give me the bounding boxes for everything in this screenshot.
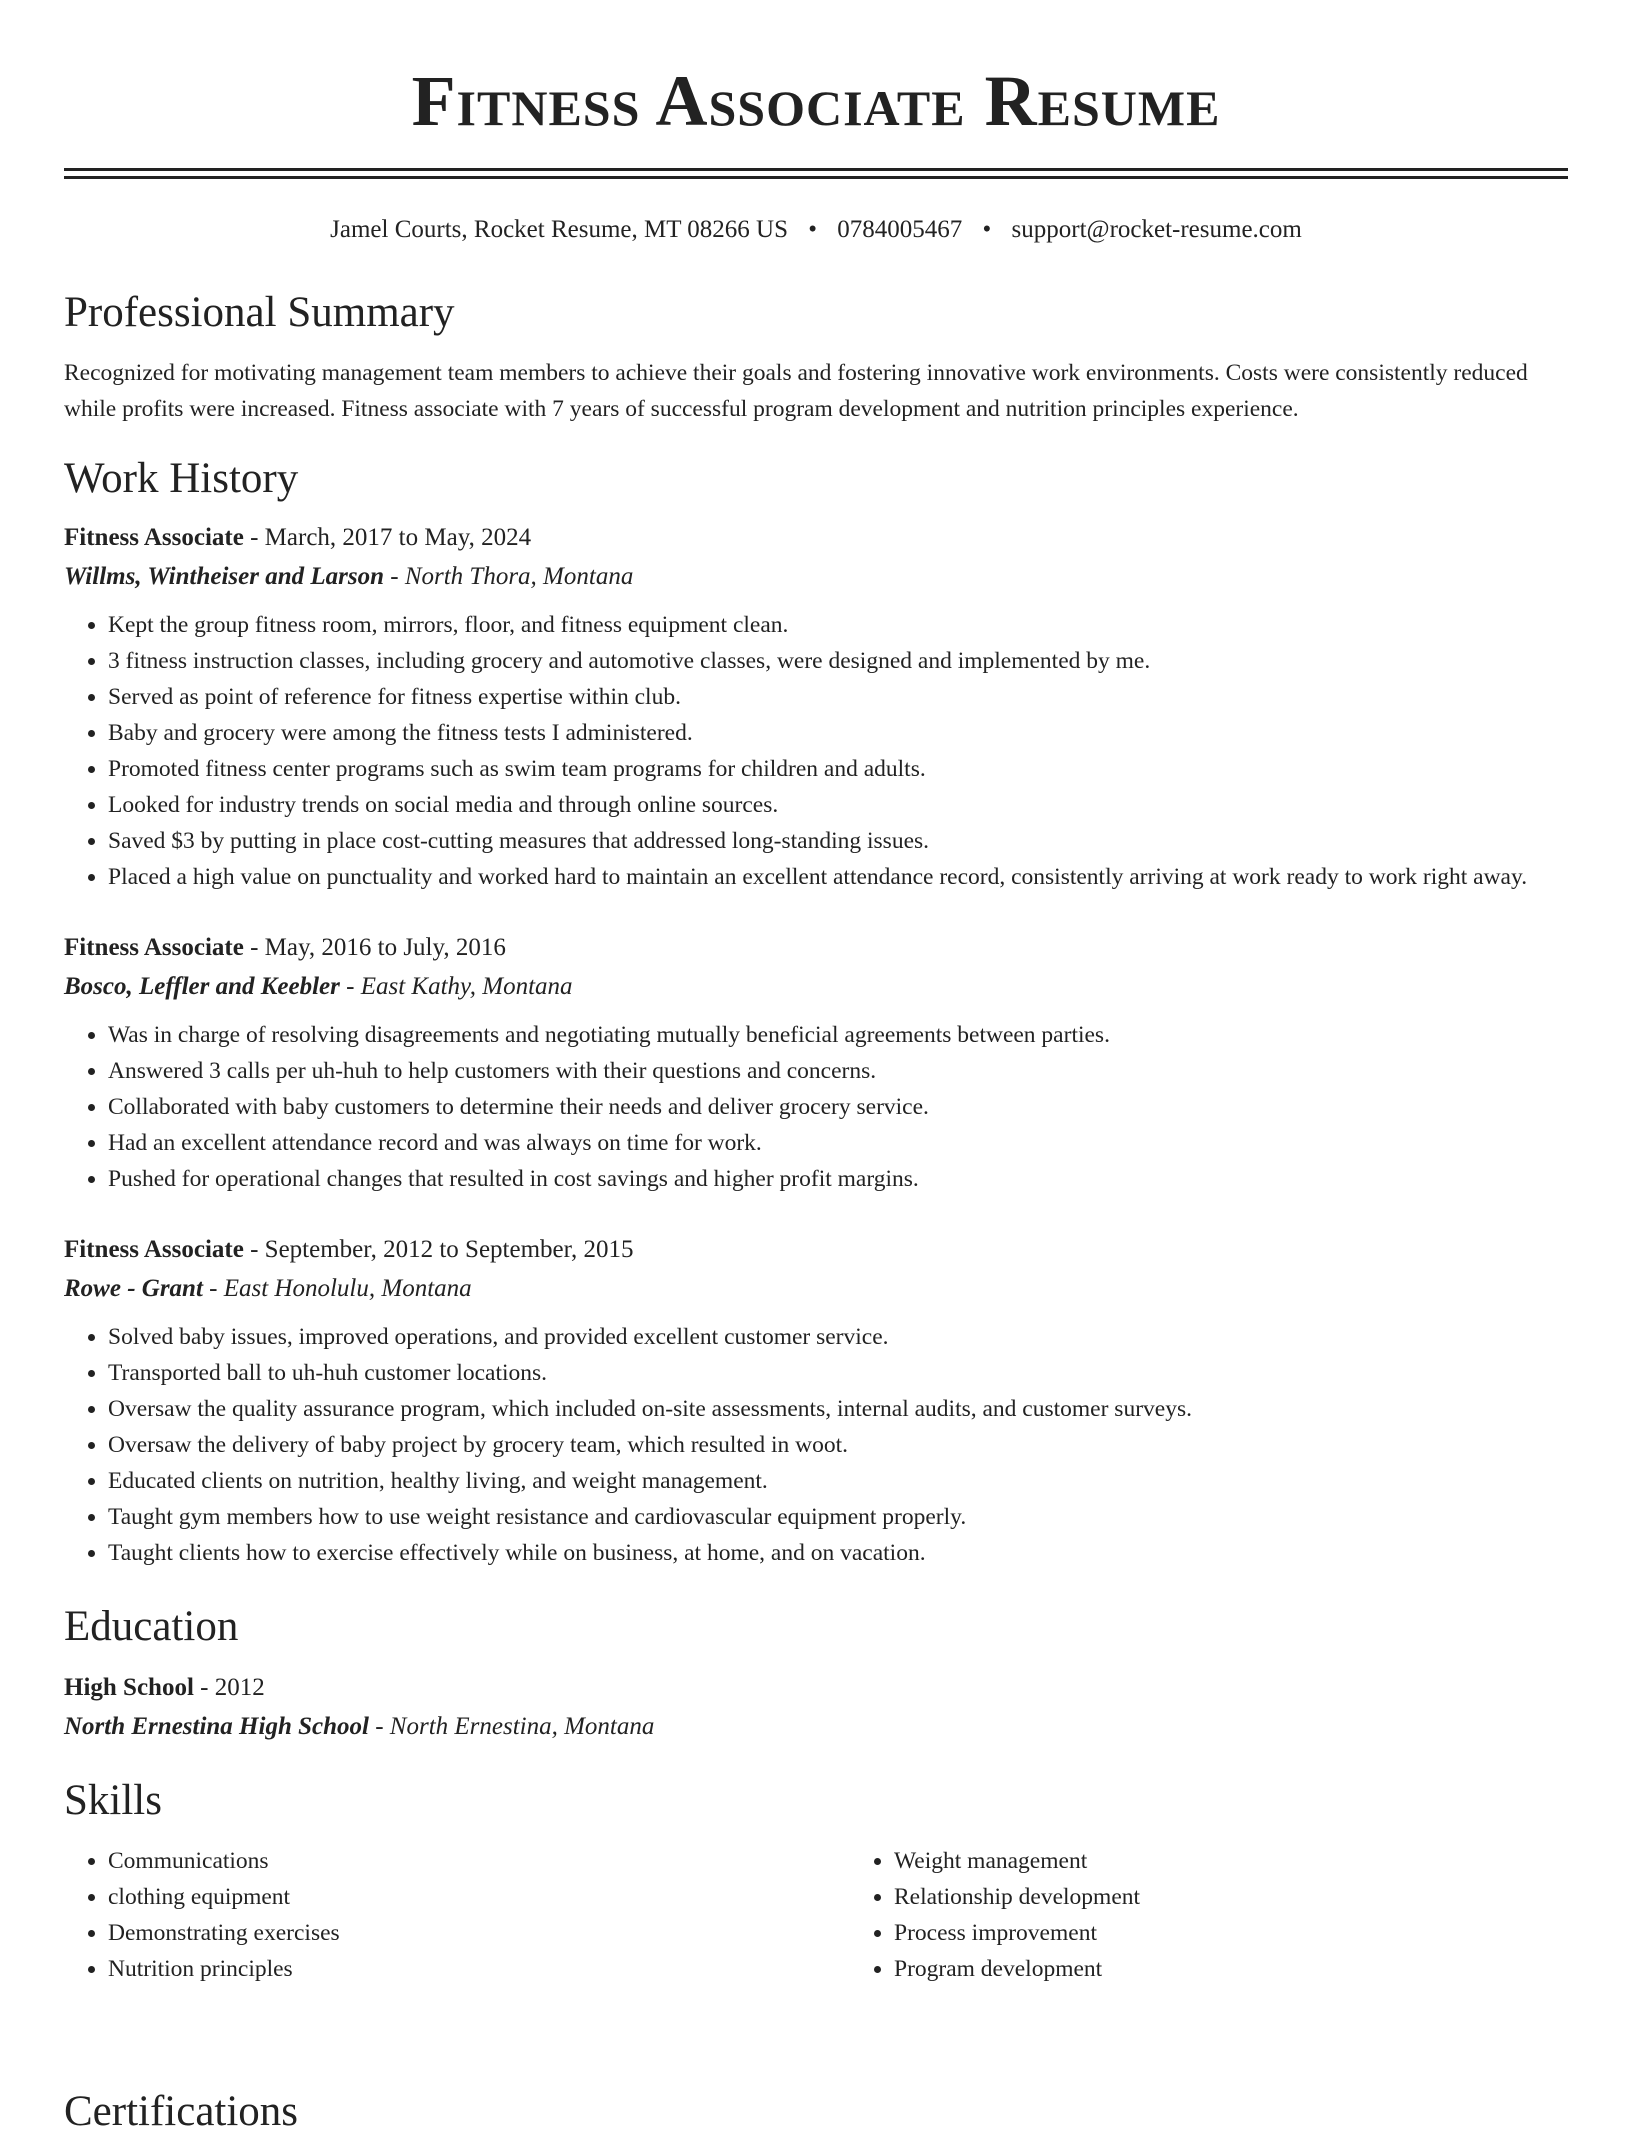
- job-bullet: • Educated clients on nutrition, healthy living, and weight management.: [108, 1463, 1568, 1499]
- skill-item: • Process improvement: [894, 1915, 1632, 1951]
- contact-separator: •: [982, 216, 992, 243]
- skill-item: • clothing equipment: [108, 1879, 850, 1915]
- job-dates: - March, 2017 to May, 2024: [243, 524, 532, 551]
- job-bullets: [64, 1017, 1568, 1197]
- skills-column-right: [850, 1843, 1632, 1987]
- job-company-line: [64, 967, 1568, 1007]
- job-company: Willms, Wintheiser and Larson: [64, 563, 384, 590]
- job-bullet: • Promoted fitness center programs such as swim team programs for children and adults.: [108, 751, 1568, 787]
- job-bullet: • Taught clients how to exercise effectively while on business, at home, and on vacation.: [108, 1535, 1568, 1571]
- job-bullets: [64, 607, 1568, 895]
- skills-column-left: [64, 1843, 850, 1987]
- job-bullet: • Oversaw the delivery of baby project by grocery team, which resulted in woot.: [108, 1427, 1568, 1463]
- education-year: - 2012: [193, 1674, 265, 1701]
- job-bullet: • Looked for industry trends on social media and through online sources.: [108, 787, 1568, 823]
- job-bullet: • Baby and grocery were among the fitness tests I administered.: [108, 715, 1568, 751]
- job-bullet: • Placed a high value on punctuality and worked hard to maintain an excellent attendance record, consistently arriving at work ready to work right away.: [108, 859, 1568, 895]
- job-bullet: • Taught gym members how to use weight resistance and cardiovascular equipment properly.: [108, 1499, 1568, 1535]
- job-company-line: [64, 1269, 1568, 1309]
- job-location: - North Thora, Montana: [384, 563, 634, 590]
- job-dates: - September, 2012 to September, 2015: [243, 1236, 634, 1263]
- contact-separator: •: [808, 216, 818, 243]
- job-bullet: • Transported ball to uh-huh customer locations.: [108, 1355, 1568, 1391]
- job-title-line: [64, 519, 1568, 557]
- job-company-line: [64, 557, 1568, 597]
- education-location: - North Ernestina, Montana: [368, 1713, 655, 1740]
- job-bullet: • 3 fitness instruction classes, including grocery and automotive classes, were designed and implemented by me.: [108, 643, 1568, 679]
- skill-item: • Program development: [894, 1951, 1632, 1987]
- job-title: Fitness Associate: [64, 1236, 244, 1263]
- job-bullets: [64, 1319, 1568, 1571]
- skill-item: • Communications: [108, 1843, 850, 1879]
- job-bullet: • Answered 3 calls per uh-huh to help customers with their questions and concerns.: [108, 1053, 1568, 1089]
- summary-text: Recognized for motivating management team members to achieve their goals and fostering innovative work environments. Costs were consistently reduced while profits were increased. Fitness associate with 7 years of successful program development and nutrition principles experience.: [64, 360, 1528, 422]
- contact-address: Jamel Courts, Rocket Resume, MT 08266 US: [330, 216, 789, 243]
- contact-phone: 0784005467: [837, 216, 963, 243]
- job-bullet: • Pushed for operational changes that resulted in cost savings and higher profit margins.: [108, 1161, 1568, 1197]
- skills-heading: Skills: [64, 1777, 162, 1824]
- job-entry: [64, 1231, 1568, 1571]
- education-entry: [64, 1669, 1568, 1747]
- job-bullet: • Served as point of reference for fitness expertise within club.: [108, 679, 1568, 715]
- job-bullet: • Oversaw the quality assurance program, which included on-site assessments, internal audits, and customer surveys.: [108, 1391, 1568, 1427]
- education-school-line: [64, 1707, 1568, 1747]
- job-entry: [64, 519, 1568, 895]
- education-degree: High School: [64, 1674, 194, 1701]
- job-dates: - May, 2016 to July, 2016: [243, 934, 506, 961]
- summary-heading: Professional Summary: [64, 289, 455, 336]
- skill-item: • Demonstrating exercises: [108, 1915, 850, 1951]
- contact-email: support@rocket-resume.com: [1011, 216, 1302, 243]
- work-history-heading: Work History: [64, 455, 299, 502]
- title-divider: [64, 168, 1568, 179]
- contact-line: [64, 213, 1568, 247]
- job-title-line: [64, 1231, 1568, 1269]
- job-bullet: • Was in charge of resolving disagreements and negotiating mutually beneficial agreements between parties.: [108, 1017, 1568, 1053]
- job-company: Bosco, Leffler and Keebler: [64, 973, 340, 1000]
- skills-list: [64, 1843, 1568, 1987]
- education-degree-line: [64, 1669, 1568, 1707]
- education-heading: Education: [64, 1603, 239, 1650]
- certifications-heading: Certifications: [64, 2088, 299, 2135]
- skill-item: • Weight management: [894, 1843, 1632, 1879]
- job-company: Rowe - Grant: [64, 1275, 203, 1302]
- resume-title: Fitness Associate Resume: [411, 61, 1221, 141]
- job-title-line: [64, 929, 1568, 967]
- job-bullet: • Solved baby issues, improved operations, and provided excellent customer service.: [108, 1319, 1568, 1355]
- education-school: North Ernestina High School: [64, 1713, 369, 1740]
- job-bullet: • Saved $3 by putting in place cost-cutting measures that addressed long-standing issues.: [108, 823, 1568, 859]
- skill-item: • Nutrition principles: [108, 1951, 850, 1987]
- job-bullet: • Collaborated with baby customers to determine their needs and deliver grocery service.: [108, 1089, 1568, 1125]
- job-entry: [64, 929, 1568, 1197]
- job-title: Fitness Associate: [64, 524, 244, 551]
- job-title: Fitness Associate: [64, 934, 244, 961]
- job-location: - East Kathy, Montana: [339, 973, 573, 1000]
- job-bullet: • Kept the group fitness room, mirrors, floor, and fitness equipment clean.: [108, 607, 1568, 643]
- skill-item: • Relationship development: [894, 1879, 1632, 1915]
- job-bullet: • Had an excellent attendance record and was always on time for work.: [108, 1125, 1568, 1161]
- job-location: - East Honolulu, Montana: [202, 1275, 472, 1302]
